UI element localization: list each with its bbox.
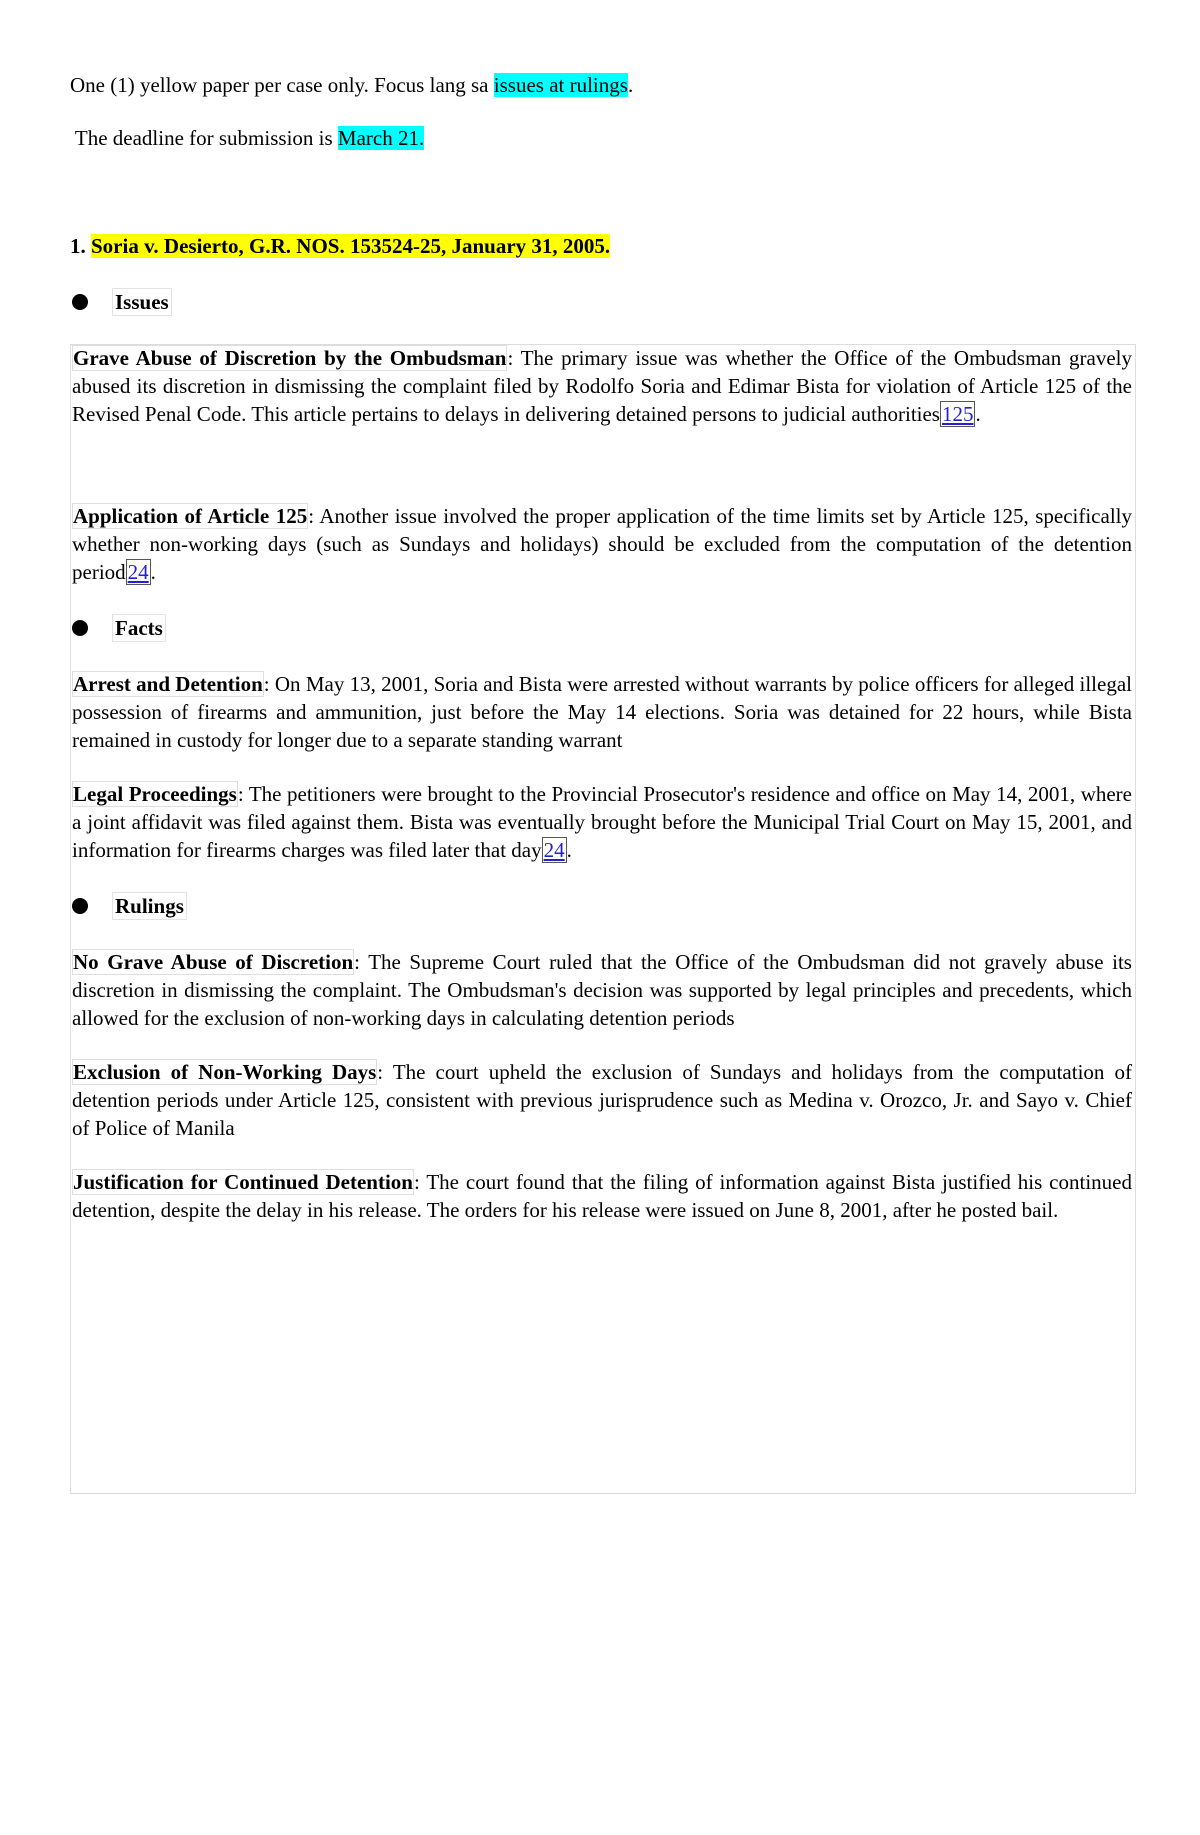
- section-label-issues: Issues: [112, 288, 172, 316]
- fact-2-end: .: [566, 838, 572, 862]
- intro-line-2-text: The deadline for submission is: [70, 126, 338, 150]
- bullet-icon: [72, 620, 88, 636]
- section-issues: [70, 288, 172, 316]
- term-application-article-125: Application of Article 125: [73, 504, 308, 528]
- term-legal-proceedings: Legal Proceedings: [73, 782, 237, 806]
- section-label-facts: Facts: [112, 614, 166, 642]
- issue-2-end: .: [150, 560, 156, 584]
- case-title: Soria v. Desierto, G.R. NOS. 153524-25, January 31, 2005.: [91, 234, 611, 258]
- highlight-issues-at-rulings: issues at rulings: [493, 73, 628, 97]
- paragraph-ruling-3: [72, 1168, 1132, 1224]
- intro-line-1-text: One (1) yellow paper per case only. Focus lang sa: [70, 73, 494, 97]
- intro-line-1: [70, 72, 633, 98]
- footnote-link-24-b[interactable]: 24: [543, 838, 565, 862]
- paragraph-issue-1: [72, 344, 1132, 428]
- paragraph-fact-2: [72, 780, 1132, 864]
- intro-line-1-suffix: .: [627, 73, 634, 97]
- case-number: 1.: [70, 234, 86, 258]
- issue-2-text: : Another issue involved the proper application of the time limits set by Article 125, specifically whether non-working days (such as Sundays and holidays) should be excluded from the computation of the detention period: [72, 504, 1132, 584]
- bullet-icon: [72, 898, 88, 914]
- issue-1-end: .: [975, 402, 981, 426]
- section-label-rulings: Rulings: [112, 892, 187, 920]
- issue-1-text: : The primary issue was whether the Office of the Ombudsman gravely abused its discretion in dismissing the complaint filed by Rodolfo Soria and Edimar Bista for violation of Article 125 of the Revised Penal Code. This article pertains to delays in delivering detained persons to judicial authorities: [72, 346, 1132, 426]
- term-justification-continued-detention: Justification for Continued Detention: [73, 1170, 413, 1194]
- term-arrest-detention: Arrest and Detention: [73, 672, 263, 696]
- section-rulings: [70, 892, 187, 920]
- term-no-grave-abuse: No Grave Abuse of Discretion: [73, 950, 354, 974]
- intro-line-2: [70, 125, 424, 151]
- ruling-1-text: : The Supreme Court ruled that the Office of the Ombudsman did not gravely abuse its discretion in dismissing the complaint. The Ombudsman's decision was supported by legal principles and precedents, which allowed for the exclusion of non-working days in calculating detention periods: [72, 950, 1132, 1030]
- paragraph-fact-1: [72, 670, 1132, 754]
- highlight-deadline-date: March 21.: [337, 126, 425, 150]
- paragraph-ruling-2: [72, 1058, 1132, 1142]
- case-heading: [70, 232, 610, 260]
- fact-2-text: : The petitioners were brought to the Provincial Prosecutor's residence and office on May 14, 2001, where a joint affidavit was filed against them. Bista was eventually brought before the Municipal Trial Court on May 15, 2001, and information for firearms charges was filed later that day: [72, 782, 1132, 862]
- bullet-icon: [72, 294, 88, 310]
- paragraph-issue-2: [72, 502, 1132, 586]
- ruling-2-text: : The court upheld the exclusion of Sundays and holidays from the computation of detention periods under Article 125, consistent with previous jurisprudence such as Medina v. Orozco, Jr. and Sayo v. Chief of Police of Manila: [72, 1060, 1132, 1140]
- ruling-3-text: : The court found that the filing of information against Bista justified his continued detention, despite the delay in his release. The orders for his release were issued on June 8, 2001, after he posted bail.: [72, 1170, 1132, 1222]
- fact-1-text: : On May 13, 2001, Soria and Bista were arrested without warrants by police officers for alleged illegal possession of firearms and ammunition, just before the May 14 elections. Soria was detained for 22 hours, while Bista remained in custody for longer due to a separate standing warrant: [72, 672, 1132, 752]
- footnote-link-125[interactable]: 125: [941, 402, 974, 426]
- paragraph-ruling-1: [72, 948, 1132, 1032]
- term-grave-abuse: Grave Abuse of Discretion by the Ombudsman: [73, 346, 507, 370]
- term-exclusion-non-working-days: Exclusion of Non-Working Days: [73, 1060, 377, 1084]
- footnote-link-24[interactable]: 24: [127, 560, 149, 584]
- section-facts: [70, 614, 166, 642]
